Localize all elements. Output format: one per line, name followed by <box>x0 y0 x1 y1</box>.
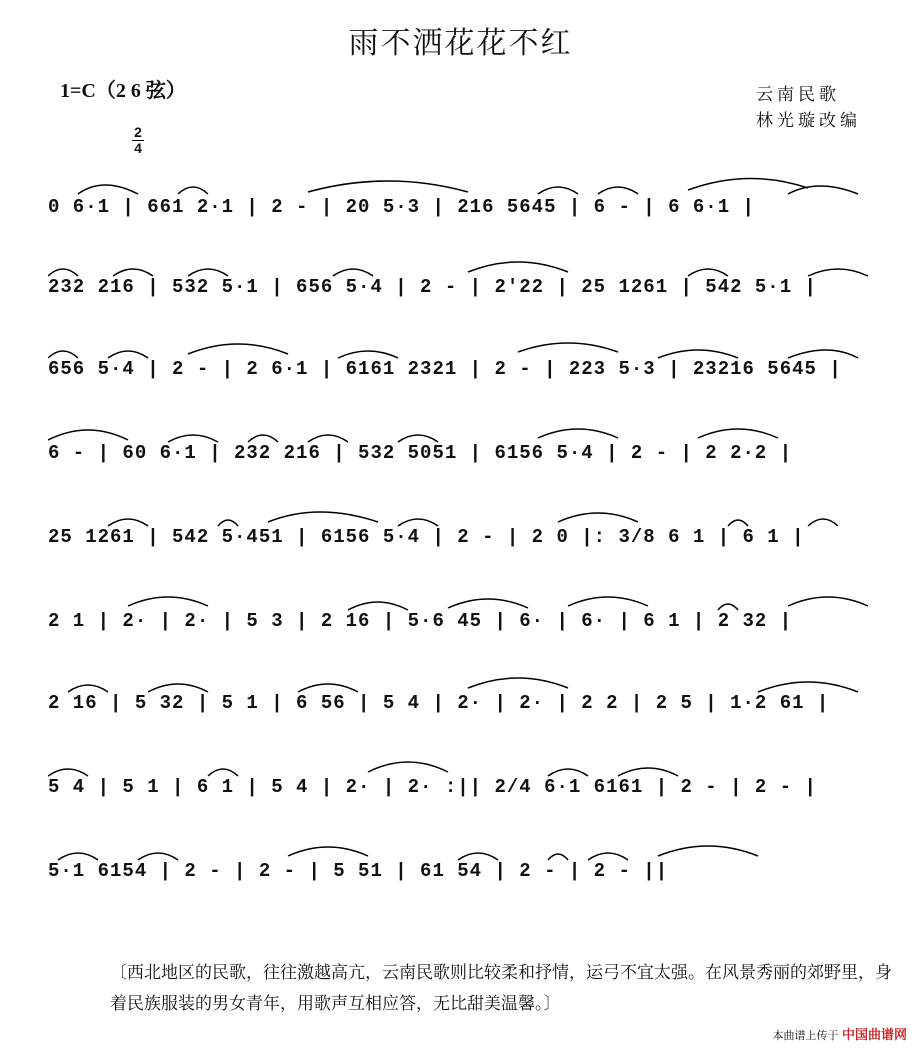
time-signature <box>132 126 144 155</box>
notation-line: 5·1 6154 | 2 - | 2 - | 5 51 | 61 54 | 2 - | 2 - || <box>48 860 669 882</box>
notation-line: 25 1261 | 542 5·451 | 6156 5·4 | 2 - | 2 0 |: 3/8 6 1 | 6 1 | <box>48 526 805 548</box>
staff-line-3 <box>48 332 878 412</box>
notation-line: 2 16 | 5 32 | 5 1 | 6 56 | 5 4 | 2· | 2· | 2 2 | 2 5 | 1·2 61 | <box>48 692 830 714</box>
staff-line-7 <box>48 666 878 746</box>
staff-line-9 <box>48 834 878 914</box>
credits <box>756 82 861 134</box>
site-brand: 中国曲谱网 <box>841 1028 907 1043</box>
notation-line: 5 4 | 5 1 | 6 1 | 5 4 | 2· | 2· :|| 2/4 6·1 6161 | 2 - | 2 - | <box>48 776 817 798</box>
performance-note: 〔西北地区的民歌，往往激越高亢，云南民歌则比较柔和抒情，运弓不宜太强。在风景秀丽的郊野里，身着民族服装的男女青年，用歌声互相应答，无比甜美温馨。〕 <box>110 963 892 1014</box>
notation-line: 2 1 | 2· | 2· | 5 3 | 2 16 | 5·6 45 | 6· | 6· | 6 1 | 2 32 | <box>48 610 793 632</box>
notation-line: 656 5·4 | 2 - | 2 6·1 | 6161 2321 | 2 - | 223 5·3 | 23216 5645 | <box>48 358 842 380</box>
meter-top: 2 <box>134 124 142 140</box>
credit-arranger: 林光璇改编 <box>756 111 861 131</box>
staff-line-5 <box>48 500 878 580</box>
staff-line-4 <box>48 416 878 496</box>
staff-line-2 <box>48 250 878 330</box>
staff-line-6 <box>48 584 878 664</box>
upload-text: 本曲谱上传于 <box>772 1029 839 1042</box>
notation-line: 6 - | 60 6·1 | 232 216 | 532 5051 | 6156 5·4 | 2 - | 2 2·2 | <box>48 442 793 464</box>
credit-origin: 云南民歌 <box>756 85 840 105</box>
upload-credit <box>772 1024 907 1043</box>
staff-line-1 <box>48 170 878 250</box>
notation-line: 232 216 | 532 5·1 | 656 5·4 | 2 - | 2'22 | 25 1261 | 542 5·1 | <box>48 276 817 298</box>
notation-line: 0 6·1 | 661 2·1 | 2 - | 20 5·3 | 216 5645 | 6 - | 6 6·1 | <box>48 196 755 218</box>
page-title: 雨不洒花花不红 <box>348 26 573 61</box>
staff-line-8 <box>48 750 878 830</box>
key-signature: 1=C（2 6 弦） <box>60 80 186 102</box>
meter-bottom: 4 <box>134 140 142 156</box>
